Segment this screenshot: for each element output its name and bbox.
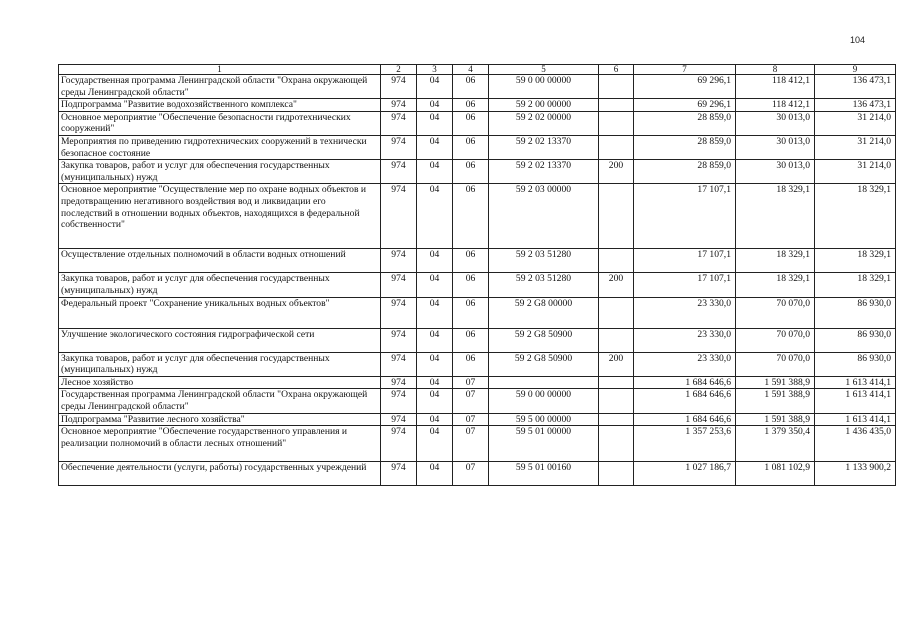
row-amount-year2-cell: 30 013,0 [736, 111, 815, 135]
row-ministry-code-cell: 974 [381, 426, 417, 462]
row-ministry-code-cell: 974 [381, 111, 417, 135]
row-name-cell: Осуществление отдельных полномочий в области водных отношений [59, 249, 381, 273]
row-amount-year3-cell: 31 214,0 [815, 160, 896, 184]
row-amount-year1-cell: 1 027 186,7 [634, 462, 736, 486]
row-section-cell: 04 [417, 426, 453, 462]
header-cell: 8 [736, 65, 815, 75]
row-amount-year3-cell: 86 930,0 [815, 352, 896, 376]
row-ministry-code-cell: 974 [381, 249, 417, 273]
row-ministry-code-cell: 974 [381, 413, 417, 426]
row-ministry-code-cell: 974 [381, 389, 417, 413]
row-section-cell: 04 [417, 99, 453, 112]
row-target-article-cell: 59 2 02 13370 [489, 135, 599, 159]
row-amount-year3-cell: 1 613 414,1 [815, 413, 896, 426]
row-target-article-cell: 59 2 G8 50900 [489, 352, 599, 376]
row-expense-type-cell: 200 [599, 273, 634, 297]
row-name-cell: Лесное хозяйство [59, 376, 381, 389]
row-amount-year1-cell: 28 859,0 [634, 160, 736, 184]
row-amount-year2-cell: 118 412,1 [736, 75, 815, 99]
table-row [59, 426, 896, 462]
row-amount-year1-cell: 23 330,0 [634, 328, 736, 352]
row-amount-year2-cell: 70 070,0 [736, 352, 815, 376]
row-expense-type-cell: 200 [599, 160, 634, 184]
row-target-article-cell: 59 2 03 00000 [489, 184, 599, 249]
budget-table [58, 64, 896, 486]
row-section-cell: 04 [417, 389, 453, 413]
row-amount-year1-cell: 17 107,1 [634, 184, 736, 249]
row-amount-year3-cell: 1 613 414,1 [815, 376, 896, 389]
row-expense-type-cell: 200 [599, 352, 634, 376]
row-name-cell: Улучшение экологического состояния гидрографической сети [59, 328, 381, 352]
table-row [59, 413, 896, 426]
row-name-cell: Мероприятия по приведению гидротехнических сооружений в технически безопасное состояние [59, 135, 381, 159]
row-amount-year1-cell: 69 296,1 [634, 99, 736, 112]
row-expense-type-cell [599, 389, 634, 413]
table-row [59, 376, 896, 389]
row-amount-year3-cell: 1 133 900,2 [815, 462, 896, 486]
row-amount-year1-cell: 1 684 646,6 [634, 376, 736, 389]
row-amount-year1-cell: 1 357 253,6 [634, 426, 736, 462]
row-subsection-cell: 06 [453, 328, 489, 352]
row-section-cell: 04 [417, 135, 453, 159]
row-ministry-code-cell: 974 [381, 376, 417, 389]
row-expense-type-cell [599, 135, 634, 159]
header-cell: 2 [381, 65, 417, 75]
row-amount-year2-cell: 18 329,1 [736, 184, 815, 249]
row-ministry-code-cell: 974 [381, 273, 417, 297]
table-row [59, 389, 896, 413]
row-subsection-cell: 06 [453, 184, 489, 249]
row-ministry-code-cell: 974 [381, 184, 417, 249]
row-subsection-cell: 07 [453, 426, 489, 462]
row-amount-year2-cell: 18 329,1 [736, 273, 815, 297]
row-subsection-cell: 07 [453, 413, 489, 426]
row-section-cell: 04 [417, 352, 453, 376]
row-subsection-cell: 06 [453, 135, 489, 159]
row-section-cell: 04 [417, 297, 453, 328]
row-amount-year3-cell: 18 329,1 [815, 249, 896, 273]
row-subsection-cell: 06 [453, 99, 489, 112]
row-name-cell: Государственная программа Ленинградской области "Охрана окружающей среды Ленинградской области" [59, 389, 381, 413]
row-expense-type-cell [599, 376, 634, 389]
row-amount-year3-cell: 18 329,1 [815, 273, 896, 297]
table-row [59, 352, 896, 376]
row-name-cell: Обеспечение деятельности (услуги, работы) государственных учреждений [59, 462, 381, 486]
row-amount-year1-cell: 23 330,0 [634, 297, 736, 328]
row-ministry-code-cell: 974 [381, 75, 417, 99]
row-subsection-cell: 06 [453, 249, 489, 273]
header-cell: 6 [599, 65, 634, 75]
row-section-cell: 04 [417, 462, 453, 486]
row-amount-year3-cell: 31 214,0 [815, 111, 896, 135]
row-amount-year3-cell: 1 613 414,1 [815, 389, 896, 413]
row-expense-type-cell [599, 184, 634, 249]
row-amount-year1-cell: 28 859,0 [634, 135, 736, 159]
row-amount-year3-cell: 86 930,0 [815, 328, 896, 352]
row-subsection-cell: 06 [453, 160, 489, 184]
row-expense-type-cell [599, 426, 634, 462]
row-section-cell: 04 [417, 75, 453, 99]
row-expense-type-cell [599, 297, 634, 328]
row-amount-year1-cell: 1 684 646,6 [634, 413, 736, 426]
row-ministry-code-cell: 974 [381, 297, 417, 328]
table-row [59, 249, 896, 273]
row-expense-type-cell [599, 413, 634, 426]
header-cell: 7 [634, 65, 736, 75]
row-section-cell: 04 [417, 328, 453, 352]
row-amount-year1-cell: 23 330,0 [634, 352, 736, 376]
row-expense-type-cell [599, 99, 634, 112]
row-amount-year3-cell: 136 473,1 [815, 99, 896, 112]
row-amount-year2-cell: 18 329,1 [736, 249, 815, 273]
row-expense-type-cell [599, 462, 634, 486]
row-name-cell: Основное мероприятие "Обеспечение государственного управления и реализации полномочий в области лесных отношений" [59, 426, 381, 462]
row-amount-year1-cell: 69 296,1 [634, 75, 736, 99]
row-expense-type-cell [599, 328, 634, 352]
row-target-article-cell: 59 2 02 00000 [489, 111, 599, 135]
row-ministry-code-cell: 974 [381, 462, 417, 486]
header-cell: 1 [59, 65, 381, 75]
row-ministry-code-cell: 974 [381, 328, 417, 352]
table-row [59, 160, 896, 184]
row-section-cell: 04 [417, 376, 453, 389]
row-name-cell: Подпрограмма "Развитие водохозяйственного комплекса" [59, 99, 381, 112]
row-section-cell: 04 [417, 249, 453, 273]
row-name-cell: Федеральный проект "Сохранение уникальных водных объектов" [59, 297, 381, 328]
row-amount-year3-cell: 136 473,1 [815, 75, 896, 99]
row-target-article-cell: 59 2 02 13370 [489, 160, 599, 184]
row-ministry-code-cell: 974 [381, 99, 417, 112]
row-target-article-cell: 59 2 G8 50900 [489, 328, 599, 352]
row-amount-year3-cell: 18 329,1 [815, 184, 896, 249]
row-amount-year3-cell: 1 436 435,0 [815, 426, 896, 462]
row-expense-type-cell [599, 75, 634, 99]
row-target-article-cell: 59 5 01 00160 [489, 462, 599, 486]
table-row [59, 328, 896, 352]
row-name-cell: Закупка товаров, работ и услуг для обеспечения государственных (муниципальных) нужд [59, 273, 381, 297]
row-target-article-cell: 59 0 00 00000 [489, 389, 599, 413]
row-name-cell: Основное мероприятие "Обеспечение безопасности гидротехнических сооружений" [59, 111, 381, 135]
table-row [59, 111, 896, 135]
row-subsection-cell: 06 [453, 111, 489, 135]
row-name-cell: Подпрограмма "Развитие лесного хозяйства" [59, 413, 381, 426]
table-header-row [59, 65, 896, 75]
row-amount-year2-cell: 1 379 350,4 [736, 426, 815, 462]
row-section-cell: 04 [417, 111, 453, 135]
header-cell: 9 [815, 65, 896, 75]
row-subsection-cell: 06 [453, 352, 489, 376]
row-amount-year2-cell: 30 013,0 [736, 160, 815, 184]
row-target-article-cell: 59 2 03 51280 [489, 249, 599, 273]
header-cell: 3 [417, 65, 453, 75]
row-subsection-cell: 07 [453, 389, 489, 413]
table-row [59, 99, 896, 112]
row-section-cell: 04 [417, 413, 453, 426]
row-target-article-cell: 59 5 01 00000 [489, 426, 599, 462]
row-amount-year2-cell: 1 591 388,9 [736, 376, 815, 389]
row-target-article-cell: 59 2 00 00000 [489, 99, 599, 112]
row-subsection-cell: 06 [453, 273, 489, 297]
row-amount-year3-cell: 31 214,0 [815, 135, 896, 159]
row-target-article-cell: 59 2 G8 00000 [489, 297, 599, 328]
row-amount-year2-cell: 118 412,1 [736, 99, 815, 112]
row-target-article-cell [489, 376, 599, 389]
row-ministry-code-cell: 974 [381, 135, 417, 159]
row-ministry-code-cell: 974 [381, 352, 417, 376]
table-body [59, 65, 896, 486]
row-subsection-cell: 06 [453, 297, 489, 328]
header-cell: 4 [453, 65, 489, 75]
table-row [59, 184, 896, 249]
row-name-cell: Закупка товаров, работ и услуг для обеспечения государственных (муниципальных) нужд [59, 352, 381, 376]
row-amount-year1-cell: 28 859,0 [634, 111, 736, 135]
header-cell: 5 [489, 65, 599, 75]
row-amount-year2-cell: 1 591 388,9 [736, 389, 815, 413]
row-amount-year2-cell: 30 013,0 [736, 135, 815, 159]
row-subsection-cell: 07 [453, 376, 489, 389]
table-row [59, 297, 896, 328]
row-subsection-cell: 07 [453, 462, 489, 486]
row-name-cell: Основное мероприятие "Осуществление мер по охране водных объектов и предотвращению негативного воздействия вод и ликвидации его последствий в отношении водных объектов, находящихся в федеральной собственности" [59, 184, 381, 249]
row-target-article-cell: 59 0 00 00000 [489, 75, 599, 99]
row-name-cell: Закупка товаров, работ и услуг для обеспечения государственных (муниципальных) нужд [59, 160, 381, 184]
row-amount-year1-cell: 17 107,1 [634, 249, 736, 273]
row-ministry-code-cell: 974 [381, 160, 417, 184]
row-section-cell: 04 [417, 184, 453, 249]
table-row [59, 75, 896, 99]
row-target-article-cell: 59 5 00 00000 [489, 413, 599, 426]
row-amount-year3-cell: 86 930,0 [815, 297, 896, 328]
row-subsection-cell: 06 [453, 75, 489, 99]
table-row [59, 135, 896, 159]
row-amount-year2-cell: 1 591 388,9 [736, 413, 815, 426]
row-expense-type-cell [599, 111, 634, 135]
page-number: 104 [850, 35, 866, 45]
row-expense-type-cell [599, 249, 634, 273]
row-amount-year1-cell: 17 107,1 [634, 273, 736, 297]
row-section-cell: 04 [417, 273, 453, 297]
table-row [59, 462, 896, 486]
row-amount-year2-cell: 70 070,0 [736, 297, 815, 328]
table-row [59, 273, 896, 297]
row-amount-year2-cell: 1 081 102,9 [736, 462, 815, 486]
row-target-article-cell: 59 2 03 51280 [489, 273, 599, 297]
row-amount-year2-cell: 70 070,0 [736, 328, 815, 352]
row-amount-year1-cell: 1 684 646,6 [634, 389, 736, 413]
row-name-cell: Государственная программа Ленинградской области "Охрана окружающей среды Ленинградской области" [59, 75, 381, 99]
row-section-cell: 04 [417, 160, 453, 184]
